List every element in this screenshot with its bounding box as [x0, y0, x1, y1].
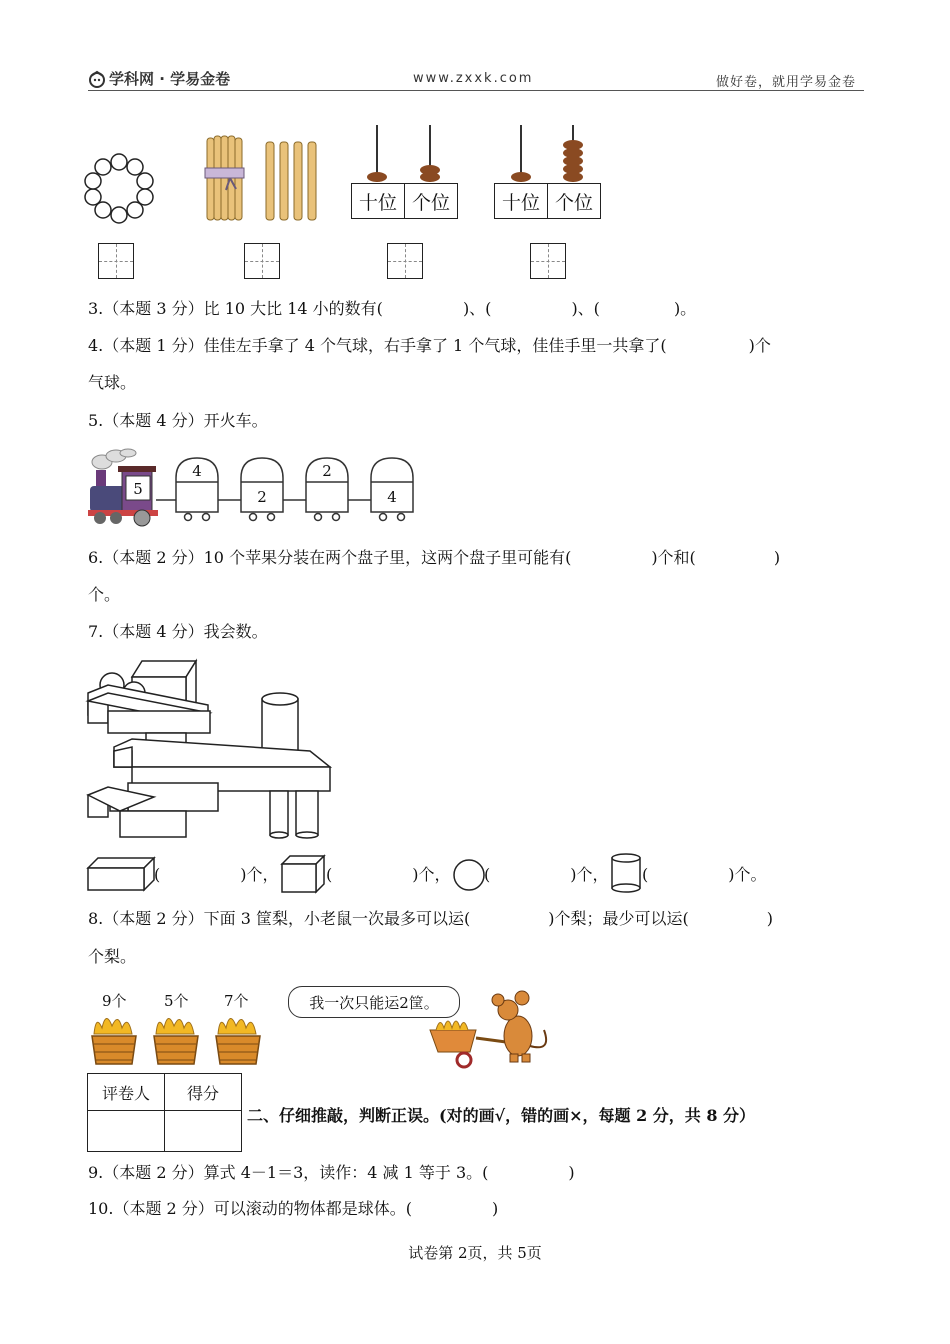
question-5: 5.（本题 4 分）开火车。 — [88, 411, 268, 430]
stick-bundle — [205, 136, 244, 220]
question-4-line2: 气球。 — [88, 373, 137, 392]
q7-answer-2: ( )个， — [326, 865, 451, 884]
header-logo — [88, 68, 230, 89]
page-footer: 试卷第 2页，共 5页 — [408, 1244, 542, 1262]
tens-label: 十位 — [501, 191, 540, 214]
basket-1 — [92, 1018, 136, 1064]
section-2-title: 二、仔细推敲，判断正误。(对的画√，错的画×，每题 2 分，共 8 分） — [247, 1106, 756, 1125]
engine-number: 5 — [133, 480, 143, 498]
score-cell[interactable] — [165, 1111, 242, 1152]
grader-label: 评卷人 — [88, 1074, 165, 1111]
answer-box[interactable] — [530, 243, 566, 279]
cylinder-icon — [610, 852, 644, 894]
pear-baskets — [88, 1010, 268, 1070]
basket-2 — [154, 1018, 198, 1064]
basket-label-3: 7个 — [224, 992, 249, 1010]
car-2-number: 2 — [257, 488, 267, 506]
cube-icon — [280, 854, 326, 894]
header-url[interactable]: www.zxxk.com — [413, 71, 534, 86]
score-label: 得分 — [165, 1074, 242, 1111]
header-slogan: 做好卷，就用学易金卷 — [716, 75, 857, 90]
question-6-line2: 个。 — [88, 585, 121, 604]
question-3: 3.（本题 3 分）比 10 大比 14 小的数有( )、( )、( )。 — [88, 299, 697, 318]
question-9: 9.（本题 2 分）算式 4－1＝3，读作：4 减 1 等于 3。( ) — [88, 1163, 575, 1182]
answer-box[interactable] — [98, 243, 134, 279]
mouse — [492, 991, 546, 1062]
answer-box[interactable] — [387, 243, 423, 279]
shapes-figure — [84, 655, 336, 840]
train-figure — [86, 448, 416, 528]
abacus-1 — [377, 125, 430, 182]
question-4-line1: 4.（本题 1 分）佳佳左手拿了 4 个气球，右手拿了 1 个气球，佳佳手里一共拿了( )个 — [88, 336, 771, 355]
question-8-line1: 8.（本题 2 分）下面 3 筐梨，小老鼠一次最多可以运( )个梨；最少可以运( ) — [88, 909, 773, 928]
q7-answer-3: ( )个， — [484, 865, 609, 884]
car-1-number: 4 — [192, 462, 202, 480]
engine — [88, 466, 158, 526]
ones-label: 个位 — [547, 184, 600, 218]
basket-label-1: 9个 — [102, 992, 127, 1010]
q7-answer-4: ( )个。 — [642, 865, 767, 884]
car-4-number: 4 — [387, 488, 397, 506]
grader-cell[interactable] — [88, 1111, 165, 1152]
ones-label: 个位 — [404, 184, 457, 218]
q7-answer-1: ( )个， — [154, 865, 279, 884]
question-10: 10.（本题 2 分）可以滚动的物体都是球体。( ) — [88, 1199, 499, 1218]
mouse-figure — [426, 990, 556, 1070]
cuboid-icon — [86, 856, 156, 892]
speech-bubble: 我一次只能运2筐。 — [288, 986, 460, 1018]
abacus-2-labels — [494, 183, 601, 219]
header-rule — [88, 90, 864, 91]
abacus-1-labels — [351, 183, 458, 219]
tens-label: 十位 — [358, 191, 397, 214]
grade-table — [87, 1073, 242, 1152]
question-8-line2: 个梨。 — [88, 947, 137, 966]
sphere-icon — [452, 858, 488, 892]
circle-ring — [85, 154, 153, 223]
answer-box[interactable] — [244, 243, 280, 279]
logo-text: 学科网 · 学易金卷 — [109, 70, 231, 88]
basket-label-2: 5个 — [164, 992, 189, 1010]
loose-sticks — [266, 142, 316, 220]
logo-icon — [88, 70, 106, 88]
question-7: 7.（本题 4 分）我会数。 — [88, 622, 268, 641]
car-3-number: 2 — [322, 462, 332, 480]
wheelbarrow — [430, 1021, 506, 1067]
question-6-line1: 6.（本题 2 分）10 个苹果分装在两个盘子里，这两个盘子里可能有( )个和( ) — [88, 548, 781, 567]
basket-3 — [216, 1018, 260, 1064]
